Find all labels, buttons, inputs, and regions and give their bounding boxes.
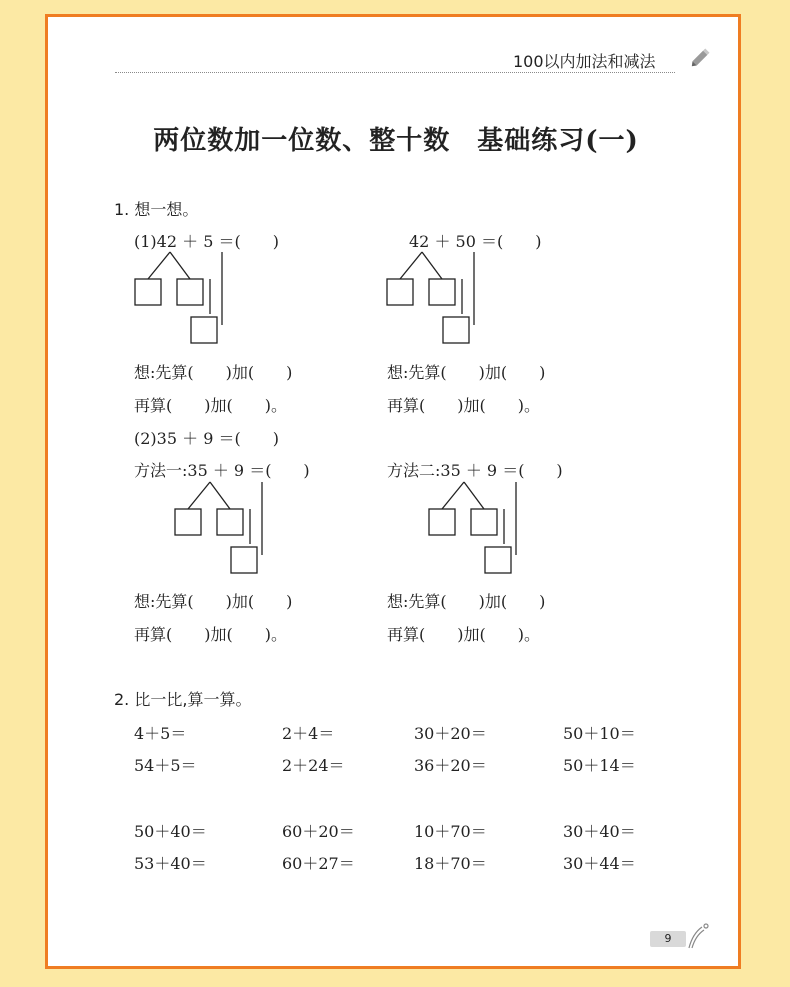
calc-item: 30＋40＝ bbox=[563, 822, 636, 841]
worksheet-page bbox=[45, 14, 741, 969]
q1-1-left-think-first: 想:先算( )加( ) bbox=[134, 363, 293, 382]
calc-item: 18＋70＝ bbox=[414, 854, 487, 873]
calc-item: 60＋27＝ bbox=[282, 854, 355, 873]
pencil-icon bbox=[688, 44, 714, 70]
calc-item: 2＋4＝ bbox=[282, 724, 335, 743]
q1-2-method-one-equation: 方法一:35 ＋ 9 ＝( ) bbox=[134, 461, 310, 480]
calc-item: 4＋5＝ bbox=[134, 724, 187, 743]
q1-1-right-equation: 42 ＋ 50 ＝( ) bbox=[409, 232, 542, 251]
calc-item: 50＋10＝ bbox=[563, 724, 636, 743]
calc-item: 50＋14＝ bbox=[563, 756, 636, 775]
calc-item: 10＋70＝ bbox=[414, 822, 487, 841]
decomposition-tree-2 bbox=[386, 249, 476, 347]
header-divider bbox=[115, 72, 675, 73]
calc-item: 53＋40＝ bbox=[134, 854, 207, 873]
decomposition-tree-1 bbox=[134, 249, 224, 347]
decomposition-tree-4 bbox=[428, 479, 518, 577]
calc-item: 50＋40＝ bbox=[134, 822, 207, 841]
calc-item: 30＋20＝ bbox=[414, 724, 487, 743]
q1-2-method-two-think-first: 想:先算( )加( ) bbox=[387, 592, 546, 611]
page-title: 两位数加一位数、整十数 基础练习(一) bbox=[153, 126, 639, 156]
q1-1-left-think-then: 再算( )加( )。 bbox=[134, 396, 287, 415]
feather-icon bbox=[686, 922, 710, 950]
chapter-header: 100以内加法和减法 bbox=[513, 52, 656, 71]
page-number: 9 bbox=[650, 931, 686, 947]
calc-item: 36＋20＝ bbox=[414, 756, 487, 775]
q1-2-method-two-equation: 方法二:35 ＋ 9 ＝( ) bbox=[387, 461, 563, 480]
q1-2-method-one-think-then: 再算( )加( )。 bbox=[134, 625, 287, 644]
q1-1-left-equation: (1)42 ＋ 5 ＝( ) bbox=[134, 232, 279, 251]
decomposition-tree-3 bbox=[174, 479, 264, 577]
calc-item: 60＋20＝ bbox=[282, 822, 355, 841]
calc-item: 30＋44＝ bbox=[563, 854, 636, 873]
question-2-heading: 2. 比一比,算一算。 bbox=[114, 690, 252, 709]
question-1-heading: 1. 想一想。 bbox=[114, 200, 199, 219]
calc-item: 54＋5＝ bbox=[134, 756, 197, 775]
q1-2-method-one-think-first: 想:先算( )加( ) bbox=[134, 592, 293, 611]
q1-2-method-two-think-then: 再算( )加( )。 bbox=[387, 625, 540, 644]
q1-1-right-think-then: 再算( )加( )。 bbox=[387, 396, 540, 415]
q1-1-right-think-first: 想:先算( )加( ) bbox=[387, 363, 546, 382]
q1-2-equation: (2)35 ＋ 9 ＝( ) bbox=[134, 429, 279, 448]
calc-item: 2＋24＝ bbox=[282, 756, 345, 775]
